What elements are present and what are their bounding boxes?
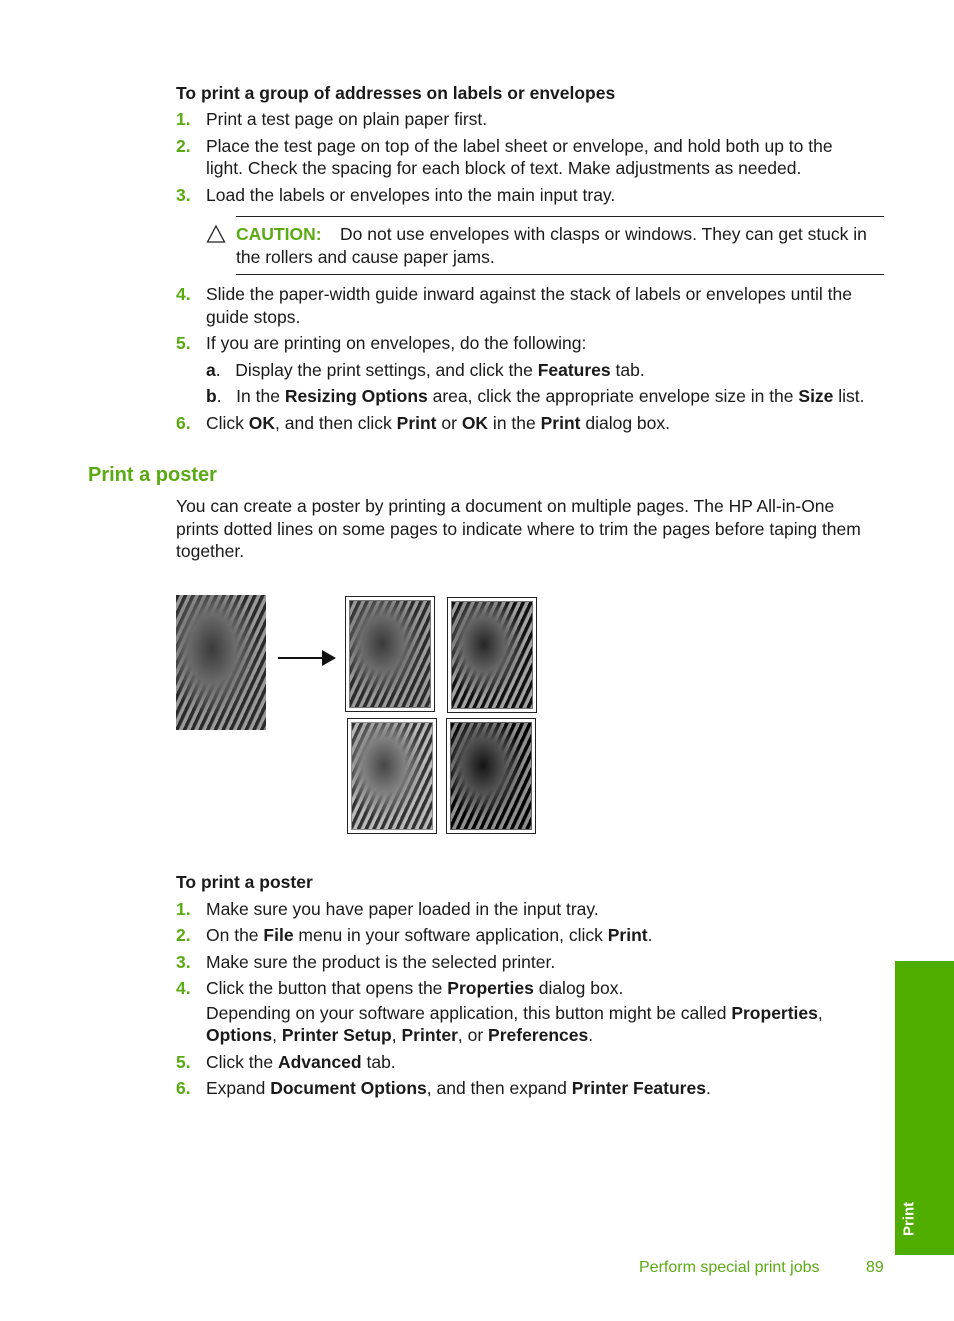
- step-text: Click the Advanced tab.: [206, 1052, 396, 1072]
- step-text: Click the button that opens the Properties dialog box.: [206, 978, 624, 998]
- step-text: Print a test page on plain paper first.: [206, 109, 488, 129]
- step-number: 5.: [176, 1052, 191, 1072]
- tile-image: [450, 722, 532, 830]
- substep-letter: b: [206, 386, 217, 406]
- intro-text: together.: [176, 541, 245, 561]
- step-number: 2.: [176, 925, 191, 945]
- poster-tile: [447, 597, 537, 713]
- step-number: 3.: [176, 185, 191, 205]
- poster-tile: [347, 718, 437, 834]
- section-title-poster: Print a poster: [88, 464, 217, 486]
- footer-section-title: Perform special print jobs: [639, 1259, 820, 1276]
- intro-text: You can create a poster by printing a document on multiple pages. The HP All-in-One: [176, 496, 835, 516]
- step-number: 3.: [176, 952, 191, 972]
- step-text: Slide the paper-width guide inward against the stack of labels or envelopes until the: [206, 284, 852, 304]
- poster-illustration: [176, 595, 538, 837]
- poster-tile: [345, 596, 435, 712]
- step-text: On the File menu in your software application, click Print.: [206, 925, 653, 945]
- chapter-side-tab: [895, 961, 954, 1255]
- warning-triangle-icon: [206, 224, 226, 244]
- step-text: Load the labels or envelopes into the main input tray.: [206, 185, 616, 205]
- step-number: 4.: [176, 284, 191, 304]
- step-number: 6.: [176, 413, 191, 433]
- side-tab-label: Print: [900, 1201, 918, 1237]
- caution-top-rule: [236, 216, 884, 217]
- caution-bottom-rule: [236, 274, 884, 275]
- step-text: Make sure the product is the selected printer.: [206, 952, 556, 972]
- step-text: Expand Document Options, and then expand Printer Features.: [206, 1078, 711, 1098]
- step-number: 2.: [176, 136, 191, 156]
- step-note: Depending on your software application, this button might be called Properties,: [206, 1003, 823, 1023]
- section-heading-poster: To print a poster: [176, 872, 313, 892]
- poster-tile: [446, 718, 536, 834]
- page-number: 89: [866, 1259, 884, 1276]
- substep-letter: a: [206, 360, 216, 380]
- step-text: light. Check the spacing for each block of text. Make adjustments as needed.: [206, 158, 802, 178]
- original-image-tiger: [176, 595, 266, 730]
- step-number: 1.: [176, 109, 191, 129]
- section-heading-labels: To print a group of addresses on labels or envelopes: [176, 83, 616, 103]
- caution-text: Do not use envelopes with clasps or windows. They can get stuck in: [340, 224, 867, 244]
- step-text: Make sure you have paper loaded in the input tray.: [206, 899, 599, 919]
- step-number: 4.: [176, 978, 191, 998]
- step-text: Place the test page on top of the label sheet or envelope, and hold both up to the: [206, 136, 833, 156]
- step-text: guide stops.: [206, 307, 301, 327]
- step-text: If you are printing on envelopes, do the following:: [206, 333, 587, 353]
- tile-image: [349, 600, 431, 708]
- tile-image: [351, 722, 433, 830]
- step-number: 1.: [176, 899, 191, 919]
- substep-b: b. In the Resizing Options area, click the appropriate envelope size in the Size list.: [206, 386, 865, 406]
- intro-text: prints dotted lines on some pages to indicate where to trim the pages before taping them: [176, 519, 861, 539]
- substep-a: a. Display the print settings, and click the Features tab.: [206, 360, 645, 380]
- step-text: Click OK, and then click Print or OK in the Print dialog box.: [206, 413, 670, 433]
- caution-label: CAUTION:: [236, 224, 322, 244]
- step-number: 6.: [176, 1078, 191, 1098]
- step-number: 5.: [176, 333, 191, 353]
- arrow-right-icon: [278, 648, 338, 668]
- caution-text: the rollers and cause paper jams.: [236, 247, 495, 267]
- step-note: Options, Printer Setup, Printer, or Preferences.: [206, 1025, 594, 1045]
- tile-image: [451, 601, 533, 709]
